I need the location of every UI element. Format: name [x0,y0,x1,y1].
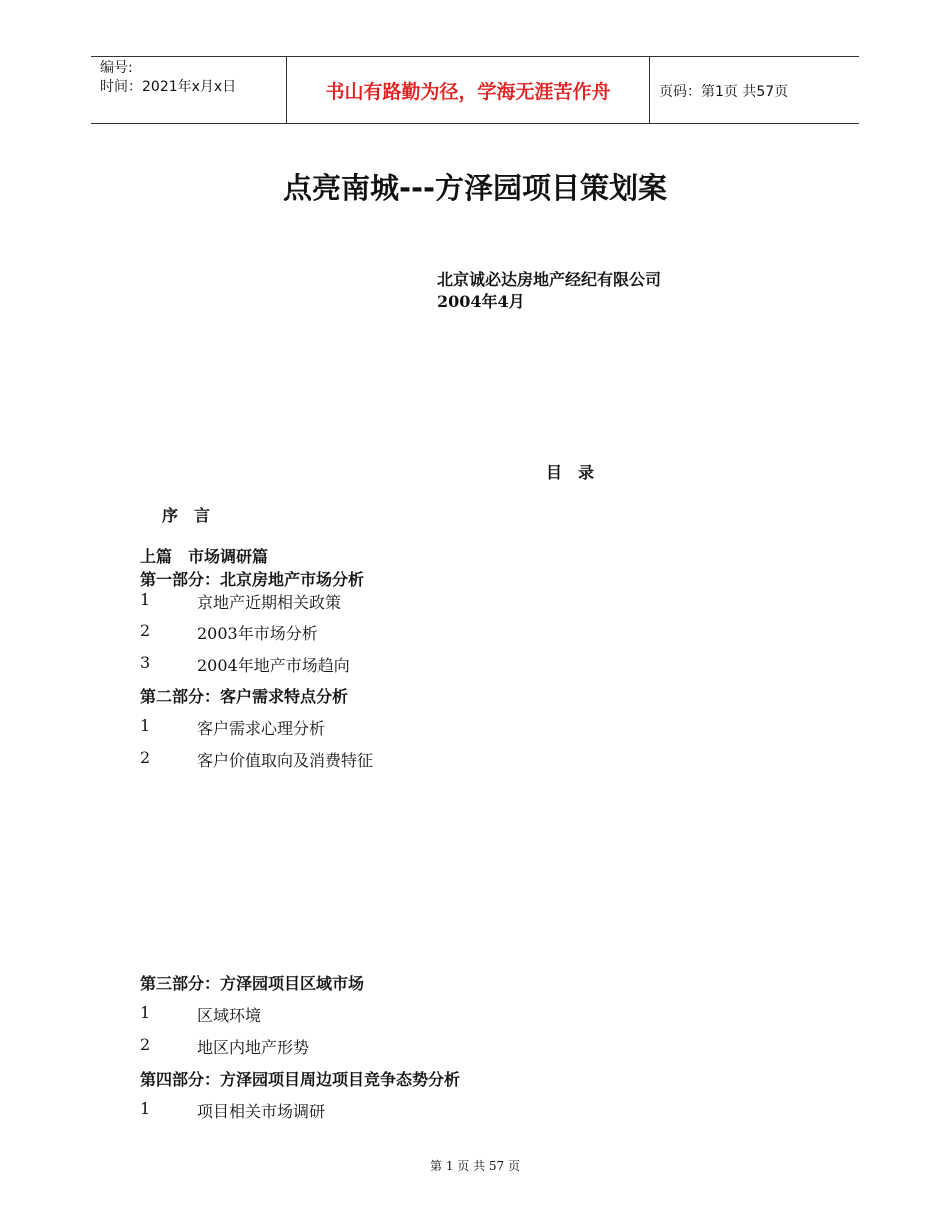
toc-item-text: 客户价值取向及消费特征 [197,751,374,770]
toc-item-text: 区域环境 [197,1006,262,1025]
toc-item-number: 2 [140,621,151,640]
toc-item-number: 1 [140,1003,151,1022]
toc-item-text: 地区内地产形势 [197,1038,310,1057]
page-header-table [91,56,859,124]
toc-preface: 序 言 [162,506,211,525]
toc-item-text: 京地产近期相关政策 [197,593,342,612]
toc-item-text: 2004年地产市场趋向 [197,656,350,675]
toc-item-number: 2 [140,748,151,767]
header-meta [100,59,236,97]
toc-section-title: 第一部分：北京房地产市场分析 [140,570,365,589]
header-divider [649,57,650,123]
toc-section-title: 第三部分：方泽园项目区域市场 [140,974,365,993]
company-name: 北京诚必达房地产经纪有限公司 [437,270,662,289]
toc-item-text: 项目相关市场调研 [197,1102,326,1121]
toc-section-title: 第二部分：客户需求特点分析 [140,687,349,706]
header-motto: 书山有路勤为径，学海无涯苦作舟 [325,80,611,103]
toc-item-number: 1 [140,716,151,735]
toc-item-number: 1 [140,1099,151,1118]
serial-label: 编号: [100,60,133,76]
company-block [437,269,661,313]
document-date: 2004年4月 [437,292,525,311]
toc-item-text: 2003年市场分析 [197,624,318,643]
document-title: 点亮南城---方泽园项目策划案 [282,171,668,205]
toc-item-number: 2 [140,1035,151,1054]
toc-heading: 目 录 [546,463,595,482]
toc-item-number: 3 [140,653,151,672]
toc-item-number: 1 [140,590,151,609]
toc-part-upper: 上篇 市场调研篇 [140,547,269,566]
toc-section-title: 第四部分：方泽园项目周边项目竞争态势分析 [140,1070,461,1089]
page-footer: 第 1 页 共 57 页 [430,1159,520,1173]
header-page-info: 页码：第1页 共57页 [659,84,789,100]
time-label: 时间：2021年x月x日 [100,79,237,95]
toc-item-text: 客户需求心理分析 [197,719,326,738]
